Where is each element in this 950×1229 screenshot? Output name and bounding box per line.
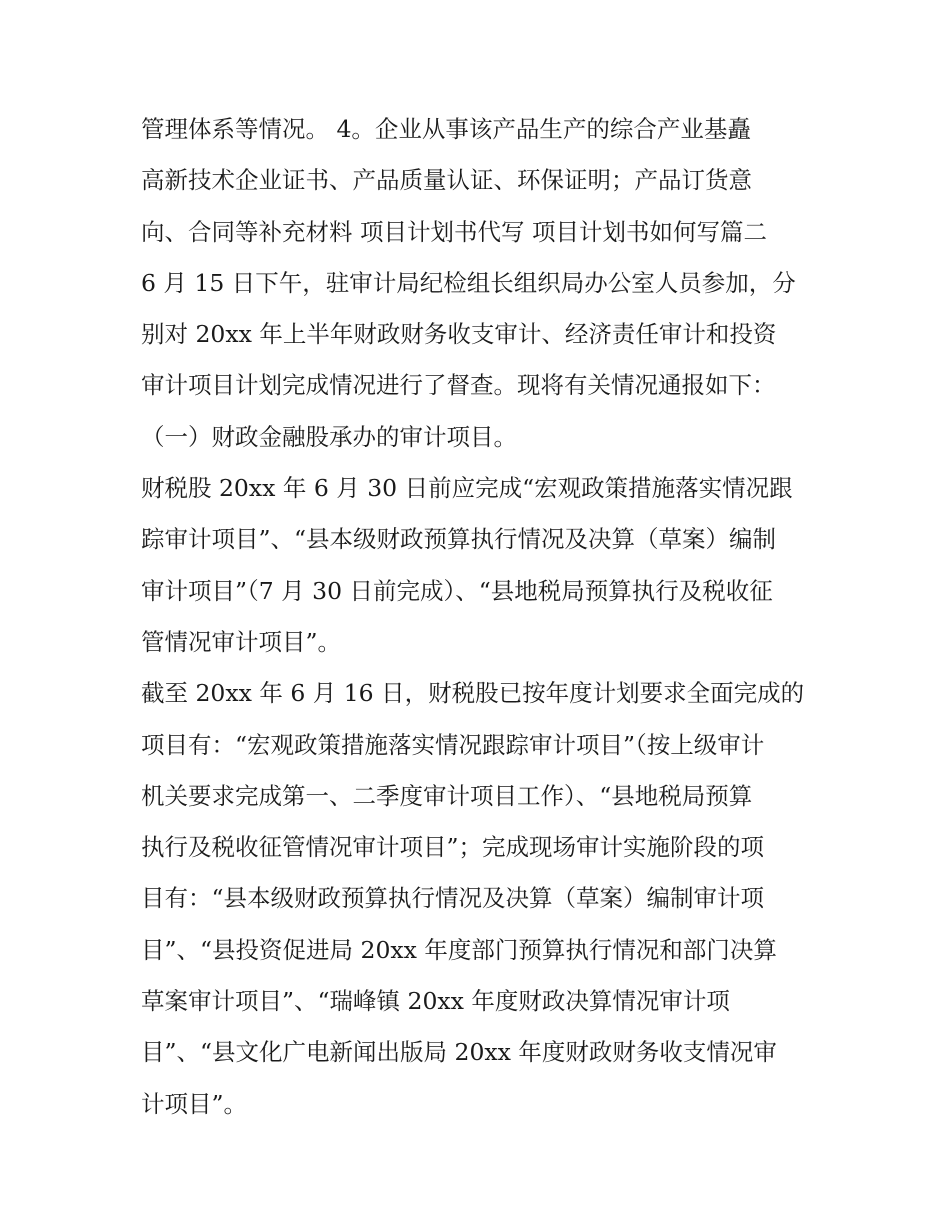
text-line: 目有：“县本级财政预算执行情况及决算（草案）编制审计项	[141, 884, 765, 913]
text-line: 审计项目计划完成情况进行了督查。现将有关情况通报如下：	[141, 371, 776, 400]
text-line: 草案审计项目”、“瑞峰镇 20xx 年度财政决算情况审计项	[141, 987, 730, 1016]
text-line: 高新技术企业证书、产品质量认证、环保证明；产品订货意	[141, 166, 752, 195]
text-line: 机关要求完成第一、二季度审计项目工作）、“县地税局预算	[141, 781, 753, 810]
text-line: 截至 20xx 年 6 月 16 日，财税股已按年度计划要求全面完成的	[141, 679, 805, 708]
text-line: 计项目”。	[141, 1089, 248, 1118]
text-line: 目”、“县文化广电新闻出版局 20xx 年度财政财务收支情况审	[141, 1038, 777, 1067]
text-line: 项目有：“宏观政策措施落实情况跟踪审计项目”（按上级审计	[141, 730, 765, 759]
text-line: 别对 20xx 年上半年财政财务收支审计、经济责任审计和投资	[141, 320, 777, 349]
text-line: 目”、“县投资促进局 20xx 年度部门预算执行情况和部门决算	[141, 935, 777, 964]
text-line: 执行及税收征管情况审计项目”；完成现场审计实施阶段的项	[141, 833, 765, 862]
text-line: 6 月 15 日下午，驻审计局纪检组长组织局办公室人员参加，分	[141, 268, 796, 297]
text-line: 向、合同等补充材料 项目计划书代写 项目计划书如何写篇二	[141, 217, 767, 246]
text-line: 管理体系等情况。 4。企业从事该产品生产的综合产业基矗	[141, 115, 751, 143]
text-line: 财税股 20xx 年 6 月 30 日前应完成“宏观政策措施落实情况跟	[141, 474, 793, 503]
text-line: 审计项目”（7 月 30 日前完成）、“县地税局预算执行及税收征	[141, 576, 773, 605]
section-heading: （一）财政金融股承办的审计项目。	[141, 422, 517, 451]
text-line: 踪审计项目”、“县本级财政预算执行情况及决算（草案）编制	[141, 525, 777, 554]
text-line: 管情况审计项目”。	[141, 627, 342, 656]
document-body	[141, 104, 821, 1130]
